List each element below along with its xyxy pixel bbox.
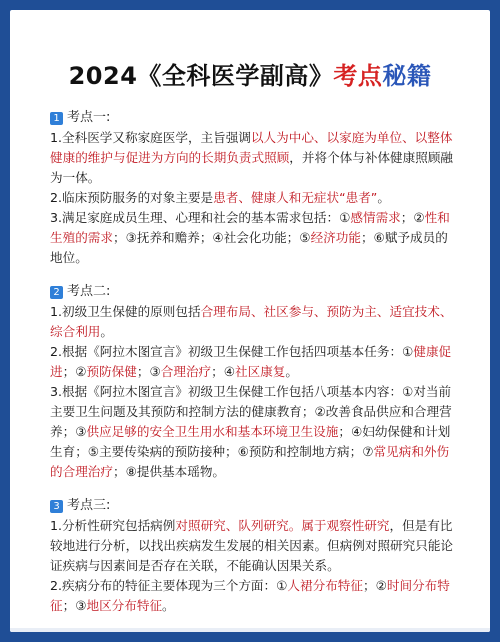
section-3: [50, 496, 456, 616]
body-text: 1.分析性研究包括病例: [50, 518, 176, 533]
point-item: [50, 382, 456, 482]
section-title: 考点一:: [67, 110, 111, 125]
highlight-text: 社区康复: [235, 364, 286, 379]
page-title: [10, 56, 490, 91]
section-title: 考点三:: [67, 498, 111, 513]
highlight-text: 预防保健: [86, 364, 137, 379]
title-dian: 点: [357, 62, 383, 90]
section-1: [50, 108, 456, 268]
highlight-text: 感情需求: [350, 210, 401, 225]
highlight-text: 患者、健康人和无症状“患者”: [213, 190, 378, 205]
highlight-text: 以人为中心、以家庭为单位、以整体健康的维护与促进为方向的长期负责式照顾: [50, 130, 453, 165]
section-title: 考点二:: [67, 284, 111, 299]
highlight-text: 时间分布特征: [50, 578, 450, 613]
body-text: 1.初级卫生保健的原则包括: [50, 304, 201, 319]
highlight-text: 地区分布特征: [86, 598, 163, 613]
body-text: 。: [100, 324, 113, 339]
body-text: 2.临床预防服务的对象主要是: [50, 190, 214, 205]
highlight-text: 性和生殖的需求: [50, 210, 450, 245]
number-badge-icon: 1: [50, 112, 63, 125]
body-text: ；③: [136, 364, 161, 379]
body-text: 2.根据《阿拉木图宣言》初级卫生保健工作包括四项基本任务：①: [50, 344, 414, 359]
title-main: 2024《全科医学副高》: [68, 62, 334, 90]
highlight-text: 合理布局、社区参与、预防为主、适宜技术、综合利用: [50, 304, 453, 339]
title-kao: 考: [333, 62, 358, 90]
point-item: [50, 576, 456, 616]
body-text: 3.满足家庭成员生理、心理和社会的基本需求包括：①: [50, 210, 351, 225]
point-item: [50, 188, 456, 208]
point-item: [50, 516, 456, 576]
point-item: [50, 128, 456, 188]
body-text: 1.全科医学又称家庭医学，主旨强调: [50, 130, 251, 145]
highlight-text: 健康促进: [50, 344, 452, 379]
number-badge-icon: 3: [50, 500, 63, 513]
body-text: ，并将个体与补体健康照顾融为一体。: [50, 150, 453, 185]
section-2: [50, 282, 456, 482]
document-card: [10, 10, 490, 632]
body-text: 3.根据《阿拉木图宣言》初级卫生保健工作包括八项基本内容：①对当前主要卫生问题及其预防和控制方法的健康教育；②改善食品供应和合理营养；③: [50, 384, 452, 439]
body-text: 。: [285, 364, 298, 379]
body-text: ；⑥赋予成员的地位。: [50, 230, 448, 265]
body-text: ；③: [62, 598, 87, 613]
body-text: 。: [377, 190, 390, 205]
body-text: ；④: [211, 364, 236, 379]
body-text: ；④妇幼保健和计划生育；⑤主要传染病的预防接种；⑥预防和控制地方病；⑦: [50, 424, 451, 459]
highlight-text: 人裙分布特征: [287, 578, 363, 593]
page-bottom-strip: [10, 628, 490, 632]
body-text: ；⑧提供基本瑶物。: [112, 464, 226, 479]
body-text: 2.疾病分布的特征主要体现为三个方面：①: [50, 578, 288, 593]
highlight-text: 常见病和外伤的合理治疗: [50, 444, 450, 479]
point-item: [50, 208, 456, 268]
highlight-text: 合理治疗: [160, 364, 212, 379]
content-body: [50, 108, 456, 630]
highlight-text: 经济功能: [310, 230, 361, 245]
section-heading: [50, 108, 456, 128]
section-heading: [50, 282, 456, 302]
body-text: ，但是有比较地进行分析，以找出疾病发生发展的相关因素。但病例对照研究只能论证疾病与因素间是否存在关联，不能确认因果关系。: [50, 518, 453, 573]
body-text: ；②: [62, 364, 87, 379]
body-text: ；②: [400, 210, 425, 225]
body-text: ；③抚养和赡养；④社会化功能；⑤: [112, 230, 311, 245]
number-badge-icon: 2: [50, 286, 63, 299]
point-item: [50, 342, 456, 382]
body-text: 。: [162, 598, 175, 613]
body-text: ；②: [362, 578, 387, 593]
section-heading: [50, 496, 456, 516]
highlight-text: 供应足够的安全卫生用水和基本环境卫生设施: [86, 424, 339, 439]
point-item: [50, 302, 456, 342]
title-miji: 秘籍: [382, 62, 432, 90]
highlight-text: 对照研究、队列研究。属于观察性研究: [175, 518, 390, 533]
